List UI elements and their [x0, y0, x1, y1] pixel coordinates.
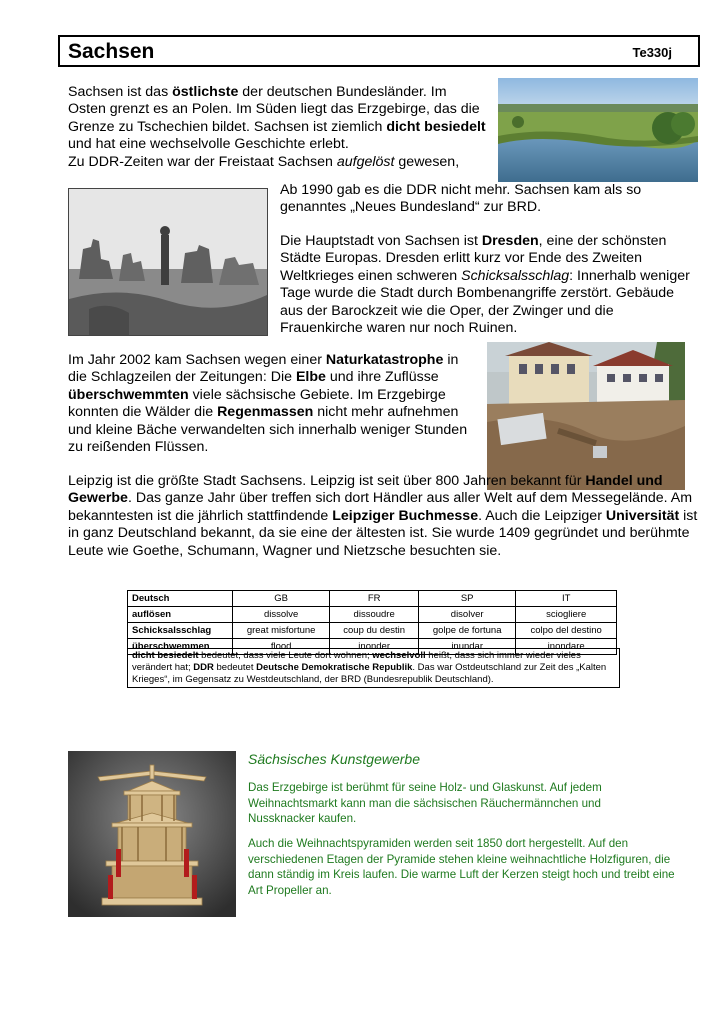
- text: Leipzig ist die größte Stadt Sachsens. Leipzig ist seit über 800 Jahren bekannt für: [68, 473, 586, 489]
- text: bedeutet: [213, 662, 257, 673]
- table-cell: inundar: [419, 639, 516, 655]
- bold-text: Regenmassen: [217, 404, 314, 421]
- text: : Innerhalb weniger Tage wurde die Stadt durch Bombenangriffe zerstört. Gebäude aus der Barockzeit wie die Oper, der Zwinger und die Frauenkirche waren nur noch Ruinen.: [280, 267, 690, 337]
- table-cell: golpe de fortuna: [419, 623, 516, 639]
- bold-text: Elbe: [295, 369, 326, 386]
- craft-heading: Sächsisches Kunstgewerbe: [248, 751, 420, 767]
- flood-photo: [487, 342, 685, 490]
- dresden-paragraph: [280, 233, 700, 337]
- document-code: Te330j: [632, 45, 672, 60]
- vocabulary-table: [127, 590, 617, 655]
- text: ist in ganz Deutschland bekannt, da sie eine der ältesten ist. Sie wurde 1409 gegründet und berühmte Leute wie Goethe, Schumann, Wagner und Nietzsche besuchten sie.: [68, 507, 698, 559]
- bold-text: DDR: [193, 662, 214, 673]
- table-cell: inondare: [516, 639, 617, 655]
- bold-text: Universität: [605, 507, 680, 524]
- craft-paragraph-1: Das Erzgebirge ist berühmt für seine Holz- und Glaskunst. Auf jedem Weihnachtsmarkt kann man die sächsischen Räuchermännchen und Nussknacker kaufen.: [248, 781, 602, 825]
- craft-paragraph-2: Auch die Weihnachtspyramiden werden seit 1850 dort hergestellt. Auf den verschiedenen Etagen der Pyramide stehen kleine weihnachtliche Holzfiguren, die dann ständig im Kreis laufen. Die warme Luft der Kerzen steigt hoch und treibt eine Art Propeller an.: [248, 837, 675, 897]
- table-cell: sciogliere: [516, 607, 617, 623]
- landscape-photo: [498, 78, 698, 182]
- bold-text: dicht besiedelt: [386, 118, 486, 135]
- text: und hat eine wechselvolle Geschichte erlebt.: [68, 136, 349, 153]
- christmas-pyramid-photo: [68, 751, 236, 917]
- table-row: [128, 607, 617, 623]
- dresden-ruins-photo: [68, 188, 268, 336]
- table-cell: disolver: [419, 607, 516, 623]
- table-cell: dissoudre: [330, 607, 419, 623]
- table-cell: dissolve: [233, 607, 330, 623]
- table-cell: flood: [233, 639, 330, 655]
- text: heißt, dass sich immer wieder vieles verändert hat;: [132, 650, 581, 673]
- bold-text: überschwemmten: [68, 386, 189, 403]
- text: in die Schlagzeilen der Zeitungen: Die: [68, 352, 459, 386]
- title-bar: [58, 35, 700, 67]
- ddr-end-paragraph: Ab 1990 gab es die DDR nicht mehr. Sachsen kam als so genanntes „Neues Bundesland“ zur BRD.: [280, 182, 642, 216]
- text: . Das war Ostdeutschland zur Zeit des „Kalten Krieges“, im Gegensatz zu Westdeutschland, der BRD (Bundesrepublik Deutschland).: [132, 662, 607, 685]
- text: . Auch die Leipziger: [478, 507, 606, 524]
- text: bedeutet, dass viele Leute dort wohnen;: [198, 650, 373, 661]
- bold-text: Dresden: [481, 233, 539, 249]
- column-header: Deutsch: [128, 591, 233, 607]
- text: viele sächsische Gebiete. Im Erzgebirge konnten die Wälder die: [68, 386, 446, 421]
- bold-text: Naturkatastrophe: [325, 352, 444, 368]
- text: der deutschen Bundesländer. Im Osten grenzt es an Polen. Im Süden liegt das Erzgebirge, das die Grenze zu Tschechien bildet. Sachsen ist ziemlich: [68, 84, 480, 135]
- table-cell: überschwemmen: [128, 639, 233, 655]
- text: Die Hauptstadt von Sachsen ist: [280, 233, 482, 249]
- italic-text: aufgelöst: [336, 153, 395, 170]
- column-header: FR: [330, 591, 419, 607]
- column-header: SP: [419, 591, 516, 607]
- flood-paragraph: [68, 352, 480, 456]
- column-header: IT: [516, 591, 617, 607]
- text: Im Jahr 2002 kam Sachsen wegen einer: [68, 352, 326, 368]
- bold-text: Leipziger Buchmesse: [332, 507, 479, 524]
- bold-text: dicht besiedelt: [132, 650, 199, 661]
- table-cell: coup du destin: [330, 623, 419, 639]
- intro-paragraph: [68, 84, 488, 171]
- text: Sachsen ist das: [68, 84, 173, 100]
- column-header: GB: [233, 591, 330, 607]
- table-header-row: [128, 591, 617, 607]
- table-cell: great misfortune: [233, 623, 330, 639]
- bold-text: östlichste: [172, 84, 239, 100]
- text: , eine der schönsten Städte Europas. Dresden erlitt kurz vor Ende des Zweiten Weltkrieges einen schweren: [280, 233, 667, 284]
- text: gewesen,: [394, 153, 460, 170]
- leipzig-paragraph: [68, 473, 708, 560]
- table-row: [128, 623, 617, 639]
- glossary-note: [127, 648, 620, 688]
- bold-text: Handel und Gewerbe: [68, 473, 663, 507]
- table-cell: Schicksalsschlag: [128, 623, 233, 639]
- text: und ihre Zuflüsse: [325, 369, 439, 386]
- bold-text: wechselvoll: [372, 650, 426, 661]
- bold-text: Deutsche Demokratische Republik: [256, 662, 413, 673]
- table-cell: auflösen: [128, 607, 233, 623]
- text: nicht mehr aufnehmen und kleine Bäche verwandelten sich innerhalb weniger Stunden zu reißenden Flüssen.: [68, 404, 468, 456]
- table-cell: inonder: [330, 639, 419, 655]
- text: Zu DDR-Zeiten war der Freistaat Sachsen: [68, 153, 337, 170]
- table-cell: colpo del destino: [516, 623, 617, 639]
- text: . Das ganze Jahr über treffen sich dort Händler aus aller Welt auf dem Messegelände. Am bekanntesten ist die jährlich stattfindende: [68, 490, 693, 524]
- italic-text: Schicksalsschlag: [461, 267, 570, 284]
- page-title: Sachsen: [68, 40, 155, 63]
